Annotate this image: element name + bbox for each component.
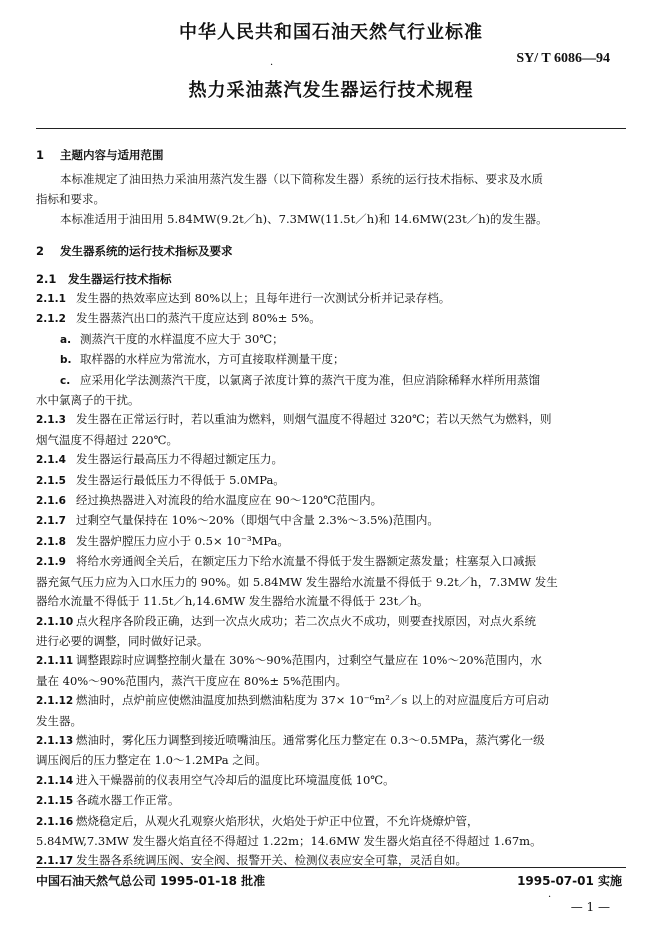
clause-text: 点火程序各阶段正确，达到一次点火成功；若二次点火不成功，则要查找原因，对点火系统 xyxy=(76,613,536,628)
clause-item xyxy=(36,651,626,691)
paragraph-line: 本标准规定了油田热力采油用蒸汽发生器（以下简称发生器）系统的运行技术指标、要求及水质 xyxy=(60,172,543,186)
clause-number: 2.1.14 xyxy=(36,774,74,787)
clause-text: 发生器蒸汽出口的蒸汽干度应达到 80%± 5%。 xyxy=(76,311,321,326)
page-number: — 1 — xyxy=(570,900,610,914)
clause-item xyxy=(36,289,626,309)
paragraph xyxy=(36,209,626,229)
clause-text: 发生器。 xyxy=(36,713,82,728)
clause-item xyxy=(36,691,626,731)
document-body xyxy=(36,140,626,872)
clause-number: 2.1.5 xyxy=(36,474,66,487)
paragraph-line: 指标和要求。 xyxy=(36,192,105,206)
clause-number: 2.1.16 xyxy=(36,815,74,828)
clause-text: 5.84MW,7.3MW 发生器火焰直径不得超过 1.22m；14.6MW 发生器火焰直径不得超过 1.67m。 xyxy=(36,833,542,848)
paragraph-line: 本标准适用于油田用 5.84MW(9.2t／h)、7.3MW(11.5t／h)和 14.6MW(23t／h)的发生器。 xyxy=(60,212,548,226)
sub-clause-text: 水中氯离子的干扰。 xyxy=(36,393,140,408)
clause-number: 2.1.7 xyxy=(36,515,66,528)
clause-text: 进行必要的调整，同时做好记录。 xyxy=(36,633,209,648)
clause-item xyxy=(36,532,626,552)
clause-number: 2.1.15 xyxy=(36,795,74,808)
standard-category-title: 中华人民共和国石油天然气行业标准 xyxy=(179,22,483,43)
clause-text: 燃烧稳定后，从观火孔观察火焰形状，火焰处于炉正中位置，不允许烧燎炉管， xyxy=(76,813,479,828)
sub-clause-text: 测蒸汽干度的水样温度不应大于 30℃； xyxy=(80,331,284,346)
sub-clause-mark: c. xyxy=(60,374,71,387)
section-heading xyxy=(36,145,626,165)
clause-text: 各疏水器工作正常。 xyxy=(76,793,180,808)
clause-number: 2.1.8 xyxy=(36,535,66,548)
subsection-title: 发生器运行技术指标 xyxy=(68,272,172,286)
sub-clause-item xyxy=(36,350,626,370)
clause-text: 发生器各系统调压阀、安全阀、报警开关、检测仪表应安全可靠，灵活自如。 xyxy=(76,853,467,868)
clause-item xyxy=(36,511,626,531)
clause-number: 2.1.6 xyxy=(36,495,66,508)
section-title: 主题内容与适用范围 xyxy=(60,148,164,162)
clause-number: 2.1.3 xyxy=(36,414,66,427)
clause-text: 发生器运行最低压力不得低于 5.0MPa。 xyxy=(76,472,285,487)
clause-text: 过剩空气量保持在 10%～20%（即烟气中含量 2.3%～3.5%)范围内。 xyxy=(76,513,439,528)
clause-text: 将给水旁通阀全关后，在额定压力下给水流量不得低于发生器额定蒸发量；柱塞泵入口减振 xyxy=(76,554,536,569)
clause-item xyxy=(36,731,626,771)
header-rule xyxy=(36,128,626,129)
subsection-number: 2.1 xyxy=(36,272,57,286)
clause-item xyxy=(36,491,626,511)
clause-text: 经过换热器进入对流段的给水温度应在 90～120℃范围内。 xyxy=(76,493,383,508)
sub-clause-mark: a. xyxy=(60,333,72,346)
clause-text: 烟气温度不得超过 220℃。 xyxy=(36,432,178,447)
clause-item xyxy=(36,450,626,470)
clause-number: 2.1.12 xyxy=(36,695,74,708)
clause-item xyxy=(36,410,626,450)
sub-clause-text: 应采用化学法测蒸汽干度，以氯离子浓度计算的蒸汽干度为准，但应消除稀释水样所用蒸馏 xyxy=(80,372,540,387)
clause-text: 燃油时，点炉前应使燃油温度加热到燃油粘度为 37× 10⁻⁶m²／s 以上的对应温度后方可启动 xyxy=(76,693,549,708)
clause-text: 发生器的热效率应达到 80%以上；且每年进行一次测试分析并记录存档。 xyxy=(76,291,451,305)
clause-item xyxy=(36,552,626,611)
standard-number: SY/ T 6086—94 xyxy=(516,51,610,66)
implementation-date: 1995-07-01 实施 xyxy=(517,874,622,888)
clause-text: 调整跟踪时应调整控制火量在 30%～90%范围内，过剩空气量应在 10%～20%范围内，水 xyxy=(76,653,543,668)
clause-text: 器给水流量不得低于 11.5t／h,14.6MW 发生器给水流量不得低于 23t／h。 xyxy=(36,594,429,609)
sub-clause-item xyxy=(36,371,626,411)
clause-number: 2.1.11 xyxy=(36,655,74,668)
clause-list xyxy=(36,410,626,871)
clause-item xyxy=(36,771,626,791)
section-title: 发生器系统的运行技术指标及要求 xyxy=(60,244,233,258)
clause-number: 2.1.1 xyxy=(36,293,66,305)
clause-item xyxy=(36,612,626,652)
clause-text: 燃油时，雾化压力调整到接近喷嘴油压。通常雾化压力整定在 0.3～0.5MPa，蒸汽雾化一级 xyxy=(76,732,545,747)
scan-speck: · xyxy=(548,892,552,903)
clause-number: 2.1.10 xyxy=(36,615,74,628)
document-title: 热力采油蒸汽发生器运行技术规程 xyxy=(188,80,474,101)
clause-number: 2.1.4 xyxy=(36,454,66,467)
clause-text: 发生器运行最高压力不得超过额定压力。 xyxy=(76,452,283,467)
section-heading xyxy=(36,241,626,261)
clause-item xyxy=(36,851,626,871)
footer-rule xyxy=(36,867,626,868)
clause-item xyxy=(36,309,626,329)
sub-clause-mark: b. xyxy=(60,354,72,367)
clause-item xyxy=(36,812,626,852)
sub-clause-text: 取样器的水样应为常流水，方可直接取样测量干度； xyxy=(80,352,345,367)
clause-text: 量在 40%～90%范围内，蒸汽干度应在 80%± 5%范围内。 xyxy=(36,673,348,688)
subsection-heading xyxy=(36,269,626,289)
scan-speck: · xyxy=(270,60,274,71)
clause-item xyxy=(36,471,626,491)
clause-text: 器充氮气压力应为入口水压力的 90%。如 5.84MW 发生器给水流量不得低于 9.2t／h，7.3MW 发生 xyxy=(36,574,558,589)
paragraph xyxy=(36,169,626,209)
clause-number: 2.1.13 xyxy=(36,734,74,747)
clause-text: 进入干燥器前的仪表用空气冷却后的温度比环境温度低 10℃。 xyxy=(76,772,395,787)
approval-statement: 中国石油天然气总公司 1995-01-18 批准 xyxy=(36,874,266,888)
clause-text: 调压阀后的压力整定在 1.0～1.2MPa 之间。 xyxy=(36,753,267,768)
clause-item xyxy=(36,791,626,811)
clause-number: 2.1.2 xyxy=(36,313,66,326)
sub-clause-item xyxy=(36,330,626,350)
clause-text: 发生器在正常运行时，若以重油为燃料，则烟气温度不得超过 320℃；若以天然气为燃料，则 xyxy=(76,412,552,427)
section-number: 2 xyxy=(36,244,45,258)
section-number: 1 xyxy=(36,148,45,162)
clause-number: 2.1.17 xyxy=(36,855,74,868)
clause-number: 2.1.9 xyxy=(36,556,66,569)
clause-text: 发生器炉膛压力应小于 0.5× 10⁻³MPa。 xyxy=(76,533,289,548)
